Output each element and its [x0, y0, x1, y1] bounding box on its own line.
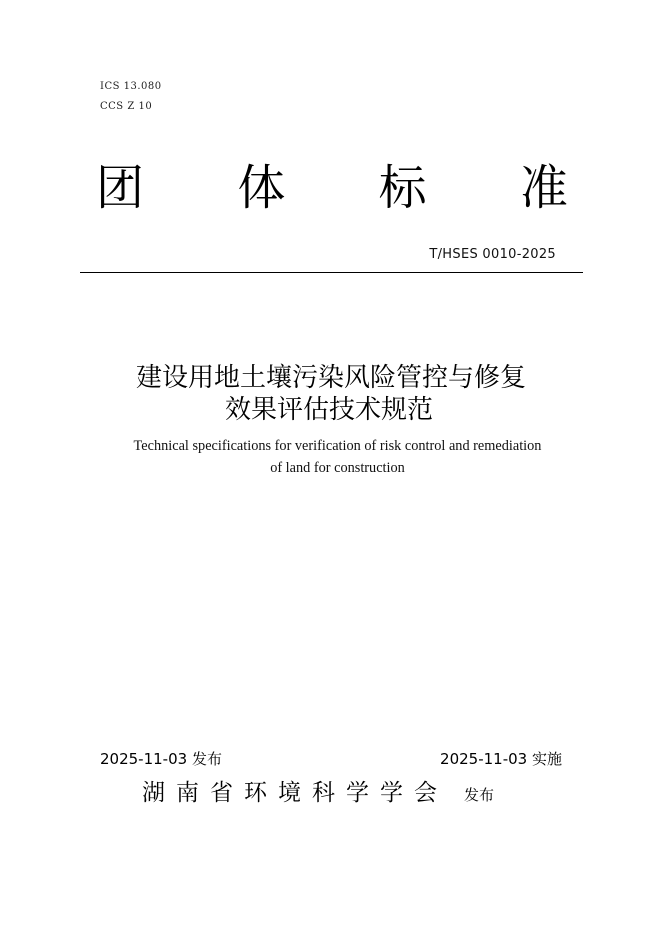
standard-number: T/HSES 0010-2025 [429, 247, 556, 262]
publish-date: 2025-11-03 发布 [100, 750, 222, 768]
header-divider [80, 272, 583, 273]
standard-type-heading [96, 158, 568, 218]
issuer-line [142, 777, 494, 809]
standard-type-char: 体 [237, 160, 286, 216]
english-title-line-2: of land for construction [270, 460, 405, 476]
english-title-line-1: Technical specifications for verification of risk control and remediation [133, 438, 542, 454]
standard-type-char: 标 [378, 160, 427, 216]
issuer-suffix: 发布 [464, 785, 495, 804]
chinese-title-line-1: 建设用地土壤污染风险管控与修复 [135, 363, 526, 393]
chinese-title-line-2: 效果评估技术规范 [224, 395, 433, 425]
standard-type-char: 准 [519, 160, 568, 216]
english-title [100, 435, 575, 479]
ccs-code: CCS Z 10 [100, 101, 153, 112]
implementation-date: 2025-11-03 实施 [440, 750, 562, 768]
issuer-name: 湖南省环境科学学会 [142, 780, 448, 806]
ics-code: ICS 13.080 [100, 81, 162, 92]
standard-type-char: 团 [96, 160, 145, 216]
chinese-title [0, 362, 662, 426]
